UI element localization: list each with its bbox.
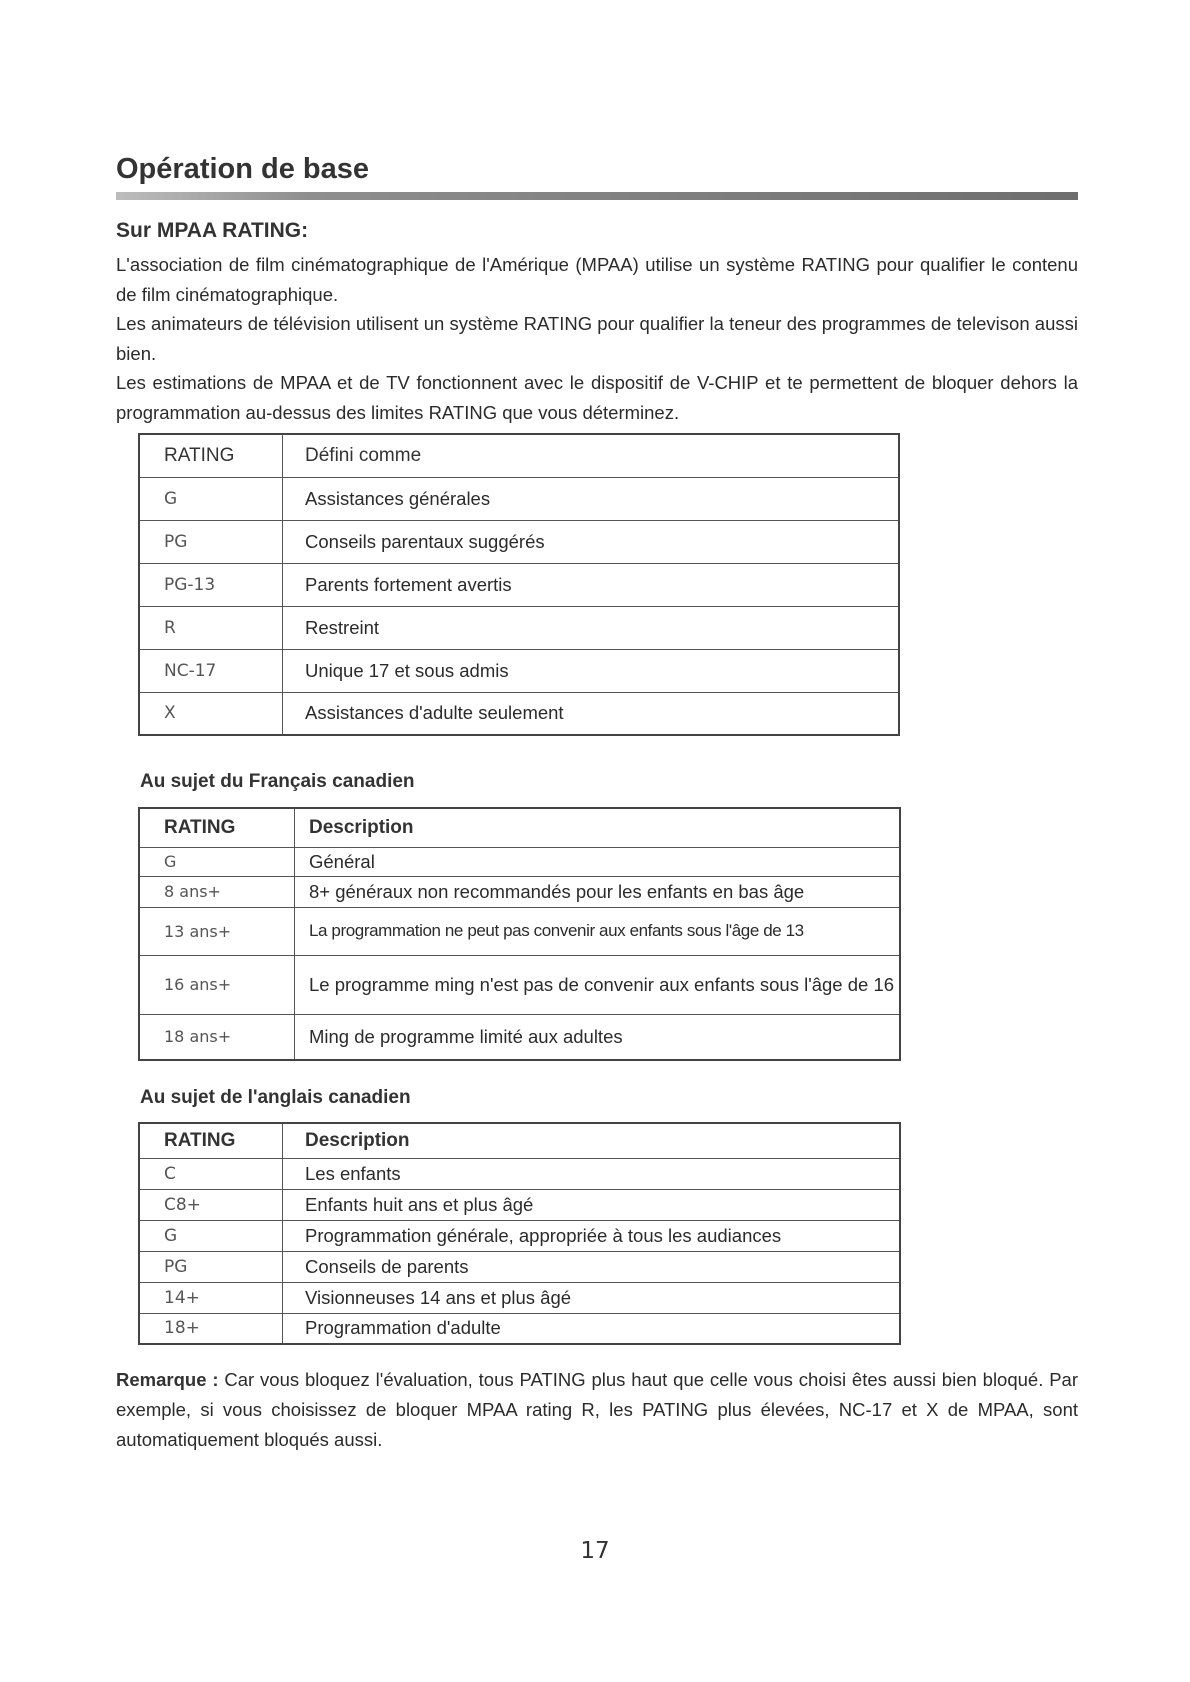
rating-description-cell: Conseils de parents	[283, 1251, 901, 1282]
table-row	[139, 1014, 900, 1060]
rating-description-cell: Conseils parentaux suggérés	[283, 520, 900, 563]
rating-code-cell: NC-17	[139, 649, 283, 692]
table-header-row	[139, 808, 900, 847]
rating-description-cell: Ming de programme limité aux adultes	[295, 1014, 901, 1060]
rating-code-cell: 8 ans+	[139, 876, 295, 907]
rating-code-cell: C	[139, 1158, 283, 1189]
remark-text: Car vous bloquez l'évaluation, tous PATING plus haut que celle vous choisi êtes aussi bien bloqué. Par exemple, si vous choisissez de bloquer MPAA rating R, les PATING plus élevées, NC-17 et X de MPAA, sont automatiquement bloqués aussi.	[116, 1369, 1079, 1450]
header-cell-rating: RATING	[139, 1123, 283, 1158]
table-row	[139, 1220, 900, 1251]
rating-code-cell: 13 ans+	[139, 907, 295, 955]
rating-code-cell: 18+	[139, 1313, 283, 1344]
rating-code-cell: G	[139, 847, 295, 876]
page-number: 17	[580, 1538, 610, 1564]
title-underline-rule	[116, 192, 1078, 200]
remark-paragraph	[116, 1365, 1078, 1455]
french-canadian-heading: Au sujet du Français canadien	[140, 771, 415, 792]
intro-paragraph: L'association de film cinématographique de l'Amérique (MPAA) utilise un système RATING pour qualifier le contenu de film cinématographique.	[116, 254, 1078, 305]
rating-code-cell: G	[139, 1220, 283, 1251]
header-cell-rating: RATING	[139, 434, 283, 477]
table-row	[139, 847, 900, 876]
rating-description-cell: Assistances générales	[283, 477, 900, 520]
table-row	[139, 1282, 900, 1313]
french-canadian-rating-table	[138, 807, 901, 1061]
rating-code-cell: 16 ans+	[139, 955, 295, 1014]
rating-description-cell: Le programme ming n'est pas de convenir aux enfants sous l'âge de 16	[295, 955, 901, 1014]
table-row	[139, 649, 899, 692]
intro-text	[116, 250, 1078, 427]
rating-code-cell: C8+	[139, 1189, 283, 1220]
remark-label: Remarque :	[116, 1369, 219, 1390]
rating-description-cell: La programmation ne peut pas convenir aux enfants sous l'âge de 13	[295, 907, 901, 955]
table-row	[139, 520, 899, 563]
header-cell-description: Description	[283, 1123, 901, 1158]
rating-code-cell: PG	[139, 520, 283, 563]
rating-code-cell: 14+	[139, 1282, 283, 1313]
table-header-row	[139, 1123, 900, 1158]
rating-code-cell: R	[139, 606, 283, 649]
rating-code-cell: PG	[139, 1251, 283, 1282]
rating-description-cell: Programmation générale, appropriée à tous les audiances	[283, 1220, 901, 1251]
intro-paragraph: Les estimations de MPAA et de TV fonctionnent avec le dispositif de V-CHIP et te permettent de bloquer dehors la programmation au-dessus des limites RATING que vous déterminez.	[116, 372, 1078, 423]
table-row	[139, 1313, 900, 1344]
table-row	[139, 1189, 900, 1220]
rating-code-cell: X	[139, 692, 283, 735]
mpaa-rating-table	[138, 433, 900, 736]
header-cell-definition: Défini comme	[283, 434, 900, 477]
table-row	[139, 876, 900, 907]
table-row	[139, 606, 899, 649]
rating-description-cell: Général	[295, 847, 901, 876]
rating-description-cell: Restreint	[283, 606, 900, 649]
intro-paragraph: Les animateurs de télévision utilisent un système RATING pour qualifier la teneur des programmes de televison aussi bien.	[116, 313, 1078, 364]
table-row	[139, 1251, 900, 1282]
table-row	[139, 692, 899, 735]
rating-code-cell: G	[139, 477, 283, 520]
rating-code-cell: 18 ans+	[139, 1014, 295, 1060]
table-row	[139, 907, 900, 955]
english-canadian-rating-table	[138, 1122, 901, 1345]
rating-description-cell: Visionneuses 14 ans et plus âgé	[283, 1282, 901, 1313]
english-canadian-heading: Au sujet de l'anglais canadien	[140, 1087, 411, 1108]
rating-code-cell: PG-13	[139, 563, 283, 606]
rating-description-cell: Enfants huit ans et plus âgé	[283, 1189, 901, 1220]
table-row	[139, 477, 899, 520]
rating-description-cell: Les enfants	[283, 1158, 901, 1189]
table-header-row	[139, 434, 899, 477]
rating-description-cell: Programmation d'adulte	[283, 1313, 901, 1344]
rating-description-cell: Parents fortement avertis	[283, 563, 900, 606]
table-row	[139, 955, 900, 1014]
table-row	[139, 563, 899, 606]
rating-description-cell: Assistances d'adulte seulement	[283, 692, 900, 735]
table-row	[139, 1158, 900, 1189]
page-title: Opération de base	[116, 153, 370, 185]
header-cell-rating: RATING	[139, 808, 295, 847]
rating-description-cell: 8+ généraux non recommandés pour les enfants en bas âge	[295, 876, 901, 907]
header-cell-description: Description	[295, 808, 901, 847]
section-title: Sur MPAA RATING:	[116, 219, 309, 242]
rating-description-cell: Unique 17 et sous admis	[283, 649, 900, 692]
